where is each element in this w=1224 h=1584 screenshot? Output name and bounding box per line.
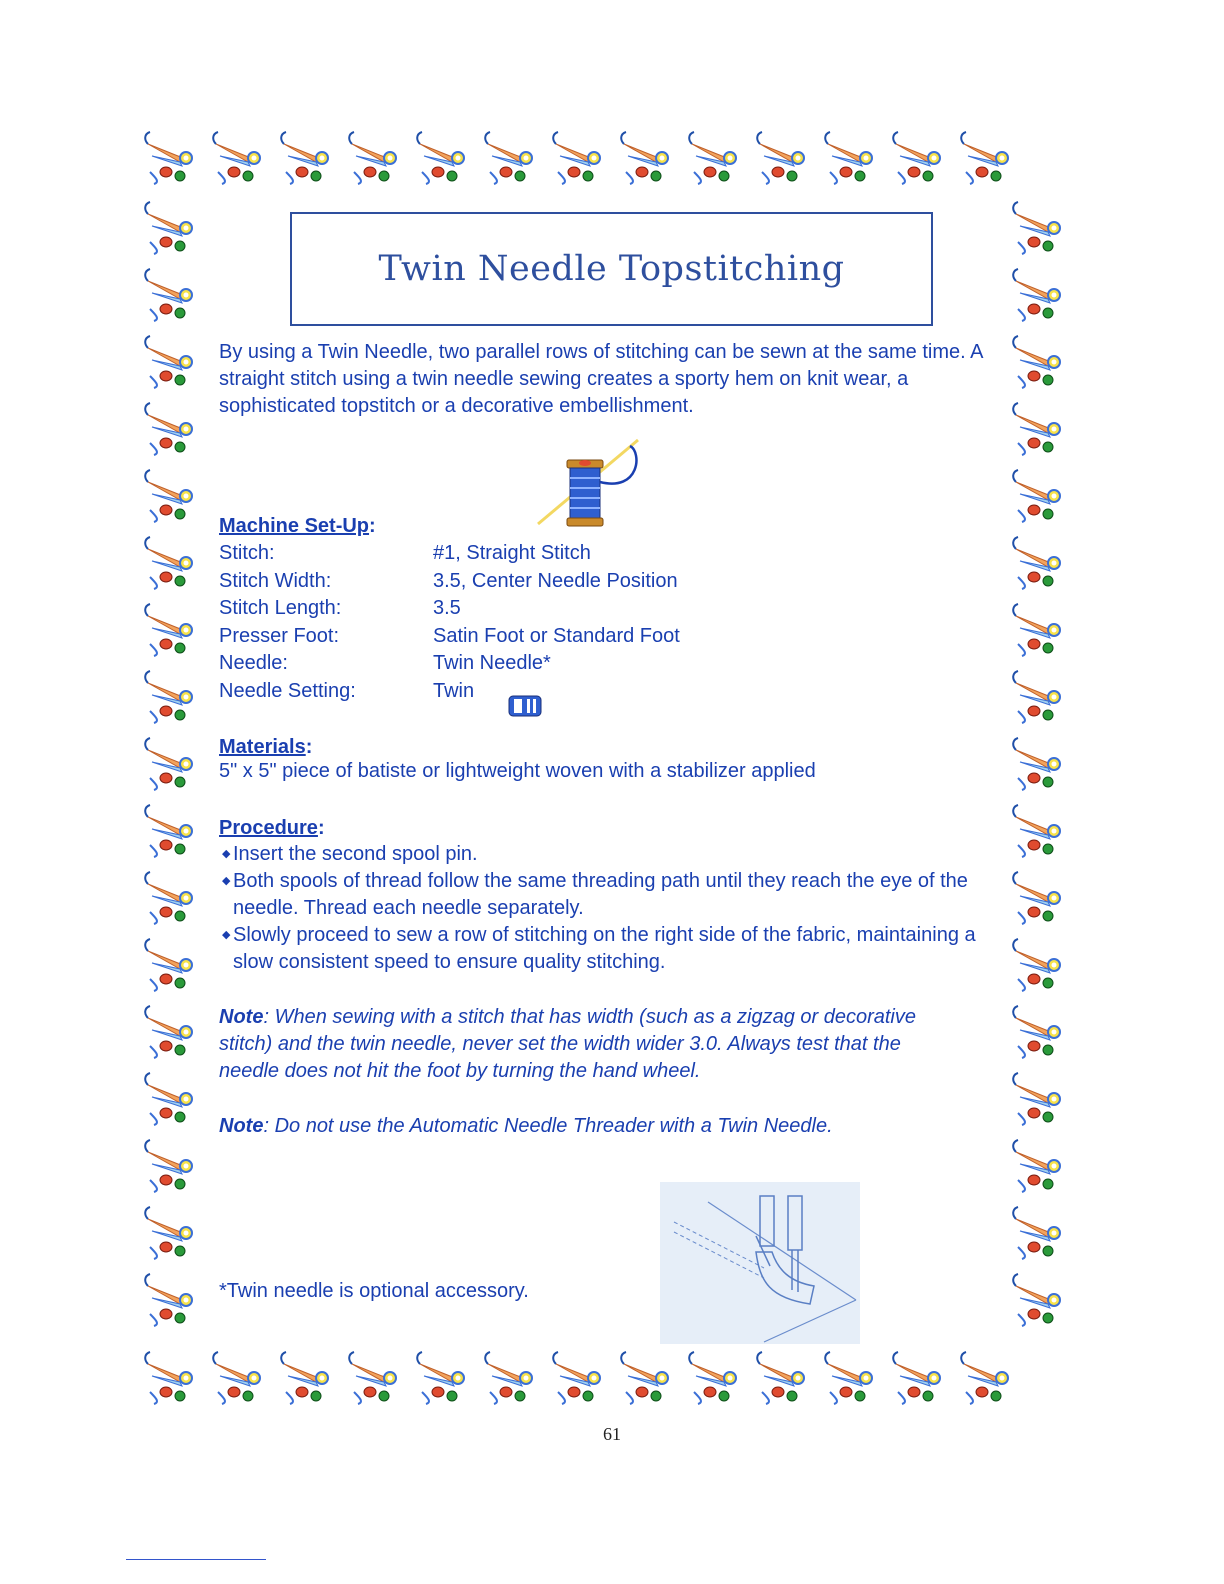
scissors-and-thread-spool-icon <box>1013 269 1060 321</box>
procedure-step <box>219 868 989 922</box>
scissors-and-thread-spool-icon <box>417 132 464 184</box>
scissors-and-thread-spool-icon <box>1013 1006 1060 1058</box>
scissors-and-thread-spool-icon <box>145 336 192 388</box>
scissors-and-thread-spool-icon <box>961 1352 1008 1404</box>
bullet-icon: ◆ <box>222 848 231 860</box>
scissors-and-thread-spool-icon <box>145 403 192 455</box>
setup-label: Needle: <box>219 652 288 675</box>
scissors-and-thread-spool-icon <box>145 1006 192 1058</box>
scissors-and-thread-spool-icon <box>621 1352 668 1404</box>
bullet-icon: ◆ <box>222 929 231 941</box>
scissors-and-thread-spool-icon <box>213 1352 260 1404</box>
thread-spool-with-needle-icon <box>530 432 650 532</box>
bottom-rule <box>126 1559 266 1560</box>
scissors-and-thread-spool-icon <box>145 805 192 857</box>
machine-setup-table <box>219 540 779 705</box>
scissors-and-thread-spool-icon <box>281 132 328 184</box>
scissors-and-thread-spool-icon <box>893 132 940 184</box>
scissors-and-thread-spool-icon <box>417 1352 464 1404</box>
scissors-and-thread-spool-icon <box>145 1274 192 1326</box>
scissors-and-thread-spool-icon <box>1013 403 1060 455</box>
scissors-and-thread-spool-icon <box>485 132 532 184</box>
scissors-and-thread-spool-icon <box>145 1352 192 1404</box>
setup-label: Presser Foot: <box>219 624 340 647</box>
scissors-and-thread-spool-icon <box>145 671 192 723</box>
scissors-and-thread-spool-icon <box>1013 671 1060 723</box>
scissors-and-thread-spool-icon <box>893 1352 940 1404</box>
setup-label: Needle Setting: <box>219 679 356 702</box>
setup-label: Stitch: <box>219 542 275 565</box>
note-width-warning <box>219 1004 959 1085</box>
scissors-and-thread-spool-icon <box>281 1352 328 1404</box>
scissors-and-thread-spool-icon <box>1013 1274 1060 1326</box>
setup-row <box>219 678 779 706</box>
scissors-and-thread-spool-icon <box>825 1352 872 1404</box>
scissors-and-thread-spool-icon <box>213 132 260 184</box>
scissors-and-thread-spool-icon <box>145 537 192 589</box>
setup-label: Stitch Length: <box>219 597 342 620</box>
scissors-and-thread-spool-icon <box>145 738 192 790</box>
scissors-and-thread-spool-icon <box>145 1073 192 1125</box>
presser-foot-diagram-icon <box>660 1182 860 1344</box>
scissors-and-thread-spool-icon <box>961 132 1008 184</box>
scissors-and-thread-spool-icon <box>1013 805 1060 857</box>
setup-value: #1, Straight Stitch <box>433 542 591 565</box>
scissors-and-thread-spool-icon <box>145 269 192 321</box>
scissors-and-thread-spool-icon <box>1013 537 1060 589</box>
scissors-and-thread-spool-icon <box>1013 1073 1060 1125</box>
scissors-and-thread-spool-icon <box>689 132 736 184</box>
scissors-and-thread-spool-icon <box>1013 202 1060 254</box>
setup-row <box>219 540 779 568</box>
procedure-step-text: Both spools of thread follow the same threading path until they reach the eye of the needle. Thread each needle separately. <box>233 870 968 919</box>
procedure-step-text: Insert the second spool pin. <box>233 843 478 865</box>
setup-row <box>219 623 779 651</box>
scissors-and-thread-spool-icon <box>1013 939 1060 991</box>
scissors-and-thread-spool-icon <box>145 132 192 184</box>
materials-heading: Materials: <box>219 736 313 758</box>
procedure-heading-text: Procedure <box>219 817 318 839</box>
note-text: : When sewing with a stitch that has width (such as a zigzag or decorative stitch) and the twin needle, never set the width wider 3.0. Always test that the needle does not hit the foot by turning the hand wheel. <box>219 1006 916 1082</box>
scissors-and-thread-spool-icon <box>145 1140 192 1192</box>
bullet-icon: ◆ <box>222 875 231 887</box>
scissors-and-thread-spool-icon <box>1013 1140 1060 1192</box>
setup-value: 3.5, Center Needle Position <box>433 569 678 592</box>
procedure-heading: Procedure: <box>219 817 325 839</box>
scissors-and-thread-spool-icon <box>1013 336 1060 388</box>
twin-needle-setting-icon <box>508 694 542 718</box>
scissors-and-thread-spool-icon <box>621 132 668 184</box>
scissors-and-thread-spool-icon <box>1013 1207 1060 1259</box>
scissors-and-thread-spool-icon <box>553 132 600 184</box>
setup-row <box>219 650 779 678</box>
materials-heading-text: Materials <box>219 736 306 758</box>
scissors-and-thread-spool-icon <box>145 872 192 924</box>
setup-value: Twin Needle* <box>433 652 551 675</box>
setup-value: Satin Foot or Standard Foot <box>433 624 680 647</box>
procedure-step-text: Slowly proceed to sew a row of stitching on the right side of the fabric, maintaining a slow consistent speed to ensure quality stitching. <box>233 924 976 973</box>
scissors-and-thread-spool-icon <box>145 202 192 254</box>
materials-text: 5" x 5" piece of batiste or lightweight woven with a stabilizer applied <box>219 760 816 782</box>
note-label: Note <box>219 1115 264 1137</box>
footnote: *Twin needle is optional accessory. <box>219 1280 529 1302</box>
scissors-and-thread-spool-icon <box>349 132 396 184</box>
note-label: Note <box>219 1006 264 1028</box>
setup-row <box>219 568 779 596</box>
note-threader-warning <box>219 1113 979 1140</box>
page-title: Twin Needle Topstitching <box>378 249 845 289</box>
setup-value: Twin <box>433 679 475 702</box>
scissors-and-thread-spool-icon <box>145 939 192 991</box>
setup-row <box>219 595 779 623</box>
note-text: : Do not use the Automatic Needle Threader with a Twin Needle. <box>263 1115 833 1137</box>
scissors-and-thread-spool-icon <box>1013 738 1060 790</box>
scissors-and-thread-spool-icon <box>485 1352 532 1404</box>
setup-label: Stitch Width: <box>219 569 332 592</box>
machine-setup-heading: Machine Set-Up: <box>219 515 376 537</box>
scissors-and-thread-spool-icon <box>145 604 192 656</box>
scissors-and-thread-spool-icon <box>145 470 192 522</box>
scissors-and-thread-spool-icon <box>1013 872 1060 924</box>
procedure-list <box>219 841 989 976</box>
scissors-and-thread-spool-icon <box>689 1352 736 1404</box>
scissors-and-thread-spool-icon <box>825 132 872 184</box>
title-box <box>290 212 933 326</box>
intro-paragraph: By using a Twin Needle, two parallel rows of stitching can be sewn at the same time. A straight stitch using a twin needle sewing creates a sporty hem on knit wear, a sophisticated topstitch or a decorative embellishment. <box>219 341 983 417</box>
scissors-and-thread-spool-icon <box>1013 604 1060 656</box>
procedure-step <box>219 841 989 868</box>
scissors-and-thread-spool-icon <box>349 1352 396 1404</box>
scissors-and-thread-spool-icon <box>757 132 804 184</box>
scissors-and-thread-spool-icon <box>1013 470 1060 522</box>
procedure-step <box>219 922 989 976</box>
machine-setup-heading-text: Machine Set-Up <box>219 515 370 537</box>
scissors-and-thread-spool-icon <box>553 1352 600 1404</box>
setup-value: 3.5 <box>433 597 461 620</box>
page-number: 61 <box>603 1424 621 1444</box>
scissors-and-thread-spool-icon <box>145 1207 192 1259</box>
scissors-and-thread-spool-icon <box>757 1352 804 1404</box>
